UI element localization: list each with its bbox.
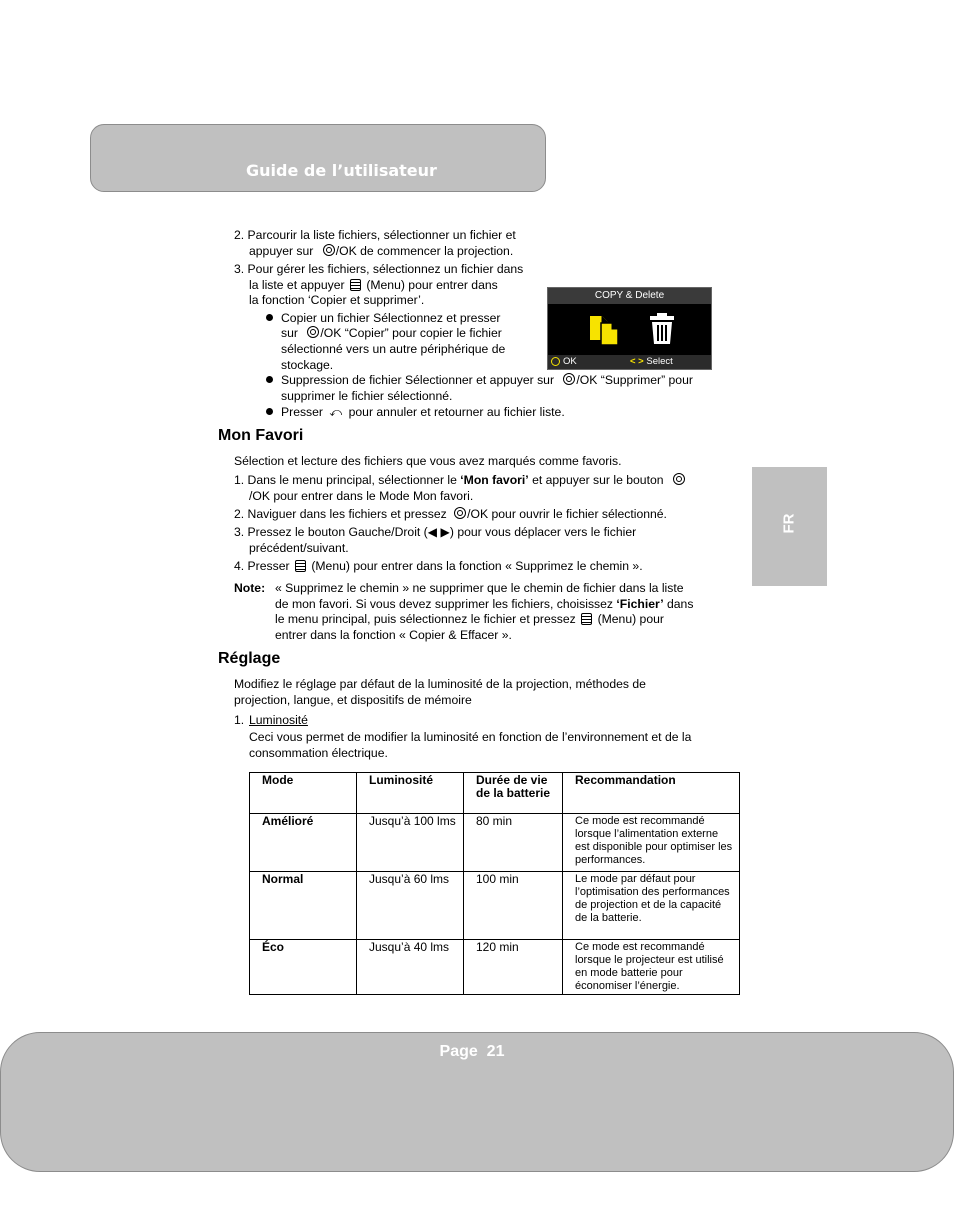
bullet-1-line-3: sélectionné vers un autre périphérique de [281, 342, 506, 356]
text-fragment: Presser [281, 405, 323, 419]
text-fragment: appuyer sur [249, 244, 314, 258]
reglage-item-line-1: Ceci vous permet de modifier la luminosité en fonction de l’environnement et de la [249, 730, 692, 744]
page-number-value: 21 [486, 1043, 505, 1060]
brightness-mode-table [249, 772, 740, 995]
table-cell: Jusqu’à 40 lms [357, 940, 464, 995]
screen-ok-hint [551, 355, 577, 369]
table-row [250, 872, 740, 940]
footer-band [0, 1032, 954, 1172]
ok-button-icon [673, 473, 685, 485]
table-header-cell: Durée de vie de la batterie [464, 773, 563, 814]
left-right-arrows-icon: < > [630, 356, 644, 367]
reglage-intro-line-1: Modifiez le réglage par défaut de la luminosité de la projection, méthodes de [234, 677, 646, 691]
trash-icon [648, 312, 676, 346]
text-fragment: dans [666, 597, 694, 611]
menu-button-icon [350, 279, 361, 291]
screen-footer [548, 355, 711, 369]
note-line-2 [275, 596, 693, 612]
text-fragment: /OK de commencer la projection. [335, 244, 514, 258]
page-label: Page [439, 1043, 478, 1060]
reglage-intro-line-2: projection, langue, et dispositifs de mémoire [234, 693, 472, 707]
step-2-line-1: 2. Parcourir la liste fichiers, sélectionner un fichier et [234, 228, 516, 242]
copy-delete-screen [547, 287, 712, 370]
table-cell: Éco [250, 940, 357, 995]
text-fragment: 1. Dans le menu principal, sélectionner le [234, 473, 457, 487]
screen-select-label: Select [646, 356, 673, 367]
reglage-item-title: Luminosité [249, 713, 308, 727]
ok-icon [551, 357, 560, 366]
note-line-3 [275, 611, 664, 627]
mon-favori-step-1-line-1 [234, 472, 686, 488]
screen-title: COPY & Delete [548, 288, 711, 304]
text-fragment: (Menu) pour entrer dans [366, 278, 498, 292]
table-cell: 120 min [464, 940, 563, 995]
text-fragment: de mon favori. Si vous devez supprimer les fichiers, choisissez [275, 597, 614, 611]
text-fragment: /OK “Copier” pour copier le fichier [320, 326, 502, 340]
bullet-icon [266, 314, 273, 321]
page-title: Guide de l’utilisateur [246, 161, 437, 180]
bullet-icon [266, 408, 273, 415]
text-fragment: 2. Naviguer dans les fichiers et pressez [234, 507, 447, 521]
reglage-item-number: 1. [234, 713, 245, 727]
text-fragment: et appuyer sur le bouton [532, 473, 664, 487]
mon-favori-step-2 [234, 506, 667, 522]
table-cell: Ce mode est recommandé lorsque l’alimentation externe est disponible pour optimiser les performances. [563, 814, 740, 872]
ok-button-icon [454, 507, 466, 519]
text-fragment: ‘Mon favori’ [460, 473, 529, 487]
table-row [250, 940, 740, 995]
bullet-1-line-2 [281, 325, 502, 341]
text-fragment: pour annuler et retourner au fichier liste. [348, 405, 565, 419]
bullet-3-line-1 [281, 404, 565, 420]
note-label: Note: [234, 581, 266, 595]
table-cell: Jusqu’à 60 lms [357, 872, 464, 940]
table-header-row [250, 773, 740, 814]
text-fragment: /OK “Supprimer” pour [576, 373, 693, 387]
copy-icon [588, 312, 622, 346]
mon-favori-step-4 [234, 558, 643, 574]
text-fragment: (Menu) pour [597, 612, 664, 626]
table-cell: Normal [250, 872, 357, 940]
bullet-icon [266, 376, 273, 383]
note-line-4: entrer dans la fonction « Copier & Effacer ». [275, 628, 512, 642]
menu-button-icon [295, 560, 306, 572]
table-cell: Amélioré [250, 814, 357, 872]
screen-ok-label: OK [563, 356, 577, 367]
language-tab [752, 467, 827, 586]
text-fragment: Suppression de fichier Sélectionner et appuyer sur [281, 373, 555, 387]
table-cell: Jusqu’à 100 lms [357, 814, 464, 872]
mon-favori-step-3-line-2: précédent/suivant. [249, 541, 349, 555]
bullet-2-line-2: supprimer le fichier sélectionné. [281, 389, 453, 403]
text-fragment: ‘Fichier’ [616, 597, 664, 611]
reglage-item-line-2: consommation électrique. [249, 746, 388, 760]
step-3-line-2 [249, 277, 498, 293]
table-row [250, 814, 740, 872]
text-fragment: la liste et appuyer [249, 278, 345, 292]
step-3-line-1: 3. Pour gérer les fichiers, sélectionnez un fichier dans [234, 262, 524, 276]
table-header-cell: Mode [250, 773, 357, 814]
ok-button-icon [307, 326, 319, 338]
table-cell: Le mode par défaut pour l’optimisation des performances de projection et de la capacité de la batterie. [563, 872, 740, 940]
header-banner [90, 124, 546, 192]
section-heading-mon-favori: Mon Favori [218, 427, 304, 444]
bullet-1-line-1: Copier un fichier Sélectionnez et presser [281, 311, 501, 325]
screen-select-hint [630, 355, 673, 369]
step-2-line-2 [249, 243, 513, 259]
menu-button-icon [581, 613, 592, 625]
back-arrow-icon: ⤺ [329, 405, 343, 419]
step-3-line-3: la fonction ‘Copier et supprimer’. [249, 293, 425, 307]
text-fragment: (Menu) pour entrer dans la fonction « Supprimez le chemin ». [311, 559, 643, 573]
language-tab-label: FR [780, 513, 798, 534]
text-fragment: le menu principal, puis sélectionnez le fichier et pressez [275, 612, 576, 626]
text-fragment: 4. Presser [234, 559, 290, 573]
bullet-2-line-1 [281, 372, 693, 388]
note-line-1: « Supprimez le chemin » ne supprimer que le chemin de fichier dans la liste [275, 581, 684, 595]
ok-button-icon [323, 244, 335, 256]
table-header-cell: Recommandation [563, 773, 740, 814]
page-number [1, 1043, 954, 1061]
text-fragment: sur [281, 326, 298, 340]
ok-button-icon [563, 373, 575, 385]
table-header-cell: Luminosité [357, 773, 464, 814]
mon-favori-intro: Sélection et lecture des fichiers que vous avez marqués comme favoris. [234, 454, 622, 468]
section-heading-reglage: Réglage [218, 650, 281, 667]
mon-favori-step-3-line-1: 3. Pressez le bouton Gauche/Droit (◀ ▶) pour vous déplacer vers le fichier [234, 525, 637, 539]
text-fragment: /OK pour ouvrir le fichier sélectionné. [467, 507, 667, 521]
mon-favori-step-1-line-2: /OK pour entrer dans le Mode Mon favori. [249, 489, 474, 503]
bullet-1-line-4: stockage. [281, 358, 334, 372]
table-cell: 80 min [464, 814, 563, 872]
table-cell: 100 min [464, 872, 563, 940]
table-cell: Ce mode est recommandé lorsque le projecteur est utilisé en mode batterie pour économiser l’énergie. [563, 940, 740, 995]
